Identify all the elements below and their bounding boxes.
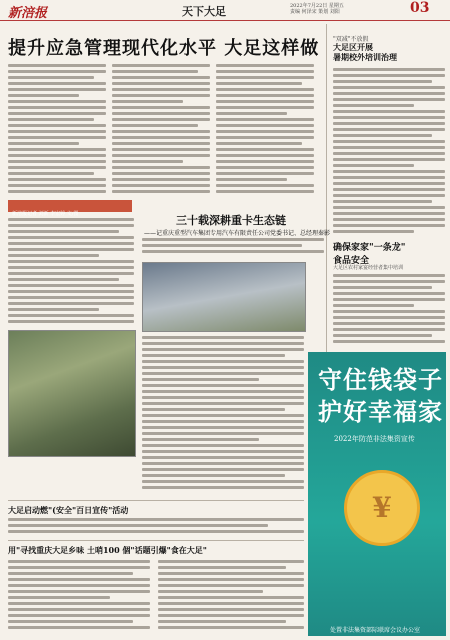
yuan-symbol: ¥ — [372, 491, 392, 524]
sidebar-kicker: "双减"不放假 — [333, 36, 369, 43]
photo-caption: 新涪报记者 刘新 李宏婷 文/图 — [12, 211, 79, 217]
sidebar2-title-line-2: 食品安全 — [333, 256, 370, 266]
page-number: 03 — [410, 0, 430, 16]
date-line — [290, 3, 344, 15]
section-title: 天下大足 — [182, 5, 226, 18]
photo-caption-bar — [8, 200, 132, 217]
sidebar-title-line-1: 大足区开展 — [333, 42, 373, 52]
main-article-column-2 — [112, 64, 210, 196]
left-column-text — [8, 218, 134, 326]
feature-intro-text — [142, 238, 324, 262]
main-article-column-3 — [216, 64, 314, 196]
feature-headline: 三十载深耕重卡生态链 — [176, 214, 286, 227]
column-divider — [326, 24, 327, 354]
sidebar2-article-text — [333, 274, 445, 348]
sidebar2-title — [333, 240, 405, 266]
feature-subhead: ——记重庆重型汽车集团专用汽车有限责任公司党委书记、总经理秦影 — [144, 230, 331, 237]
newspaper-logo: 新涪报 — [8, 6, 48, 21]
bottom-left-text — [8, 518, 304, 538]
ad-title-line-2: 护好幸福家 — [318, 397, 443, 426]
ad-footer: 处置非法集资部际联席会议办公室 — [330, 627, 421, 634]
bottom-main-column-2 — [158, 560, 304, 636]
sidebar-title-line-2: 暑期校外培训治理 — [333, 52, 397, 62]
sidebar2-title-line-1: 确保家家"一条龙" — [333, 243, 406, 253]
editor-credits: 责编 何泽宋 策划 刘阳 — [290, 9, 340, 15]
section-divider-2 — [8, 540, 304, 541]
issue-date: 2022年7月22日 星期五 — [290, 3, 344, 9]
section-divider — [8, 500, 304, 501]
ad-title-line-1: 守住钱袋子 — [318, 365, 443, 394]
bottom-main-column-1 — [8, 560, 150, 636]
feature-photo — [142, 262, 306, 332]
main-article-column-1 — [8, 64, 106, 196]
yuan-coin-icon — [344, 470, 420, 546]
ad-subtitle: 2022年防范非法集资宣传 — [334, 435, 415, 443]
page-header — [0, 0, 450, 21]
main-article-photo — [8, 330, 136, 457]
sidebar-title — [333, 42, 397, 62]
sidebar2-subtitle: 大足区农村家宴经营者集中培训 — [333, 265, 404, 271]
main-headline: 提升应急管理现代化水平 大足这样做 — [8, 38, 320, 59]
bottom-left-headline: 大足启动燃"(安全"百日宣传"活动 — [8, 505, 129, 515]
bottom-main-headline: 用"寻找重庆大足乡味 土哨100 個"话题引爆"食在大足" — [8, 545, 207, 555]
sidebar-article-text — [333, 68, 445, 236]
feature-article-text — [142, 336, 304, 496]
